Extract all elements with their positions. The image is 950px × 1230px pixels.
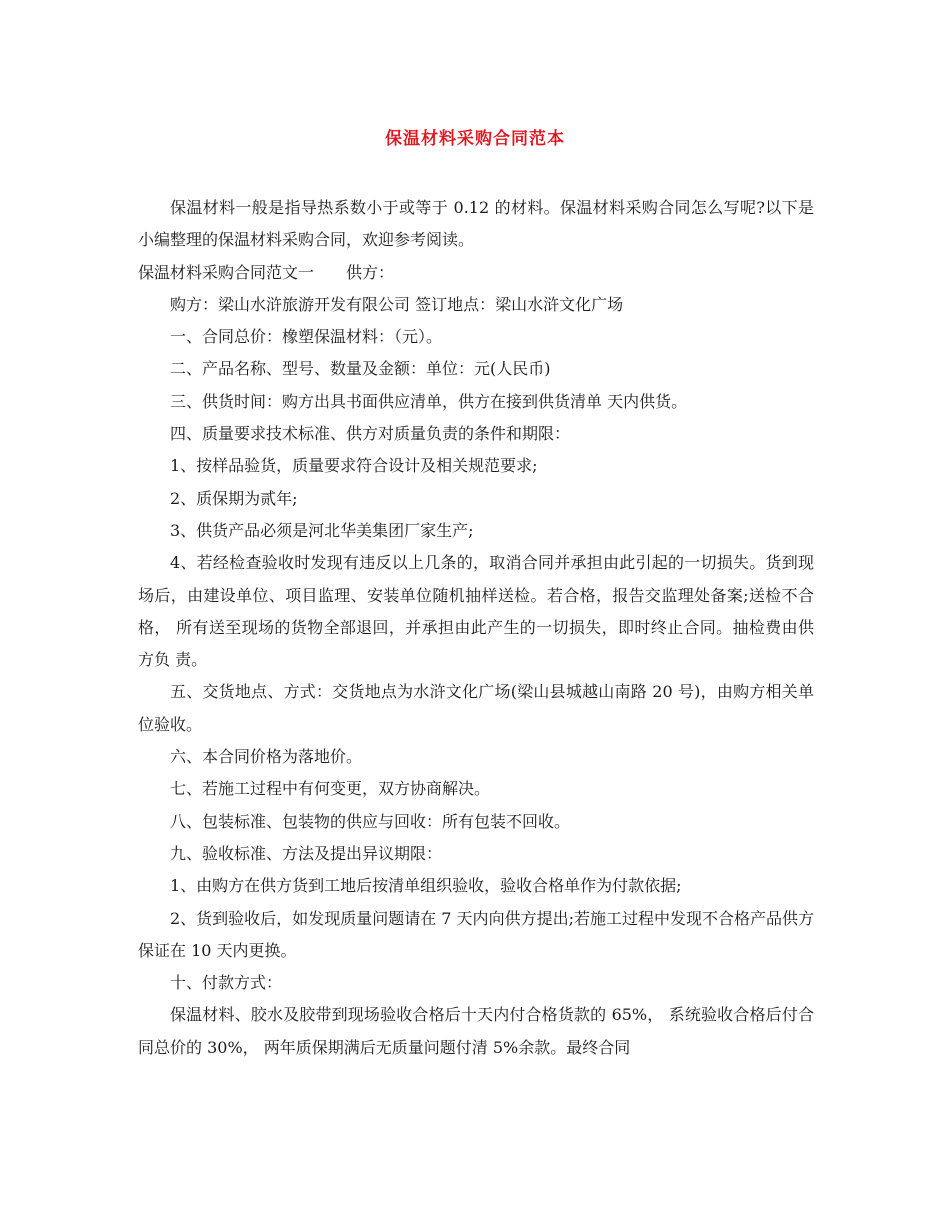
paragraph: 保温材料采购合同范文一 供方： (138, 262, 395, 282)
paragraph: 一、合同总价：橡塑保温材料：（元）。 (170, 327, 443, 347)
document-body (138, 192, 814, 1064)
page-title: 保温材料采购合同范本 (385, 129, 565, 149)
paragraph: 七、若施工过程中有何变更，双方协商解决。 (170, 779, 491, 799)
paragraph: 2、货到验收后，如发现质量问题请在 7 天内向供方提出;若施工过程中发现不合格产品供方保证在 10 天内更换。 (138, 908, 814, 960)
paragraph: 五、交货地点、方式：交货地点为水浒文化广场(梁山县城越山南路 20 号)，由购方相关单位验收。 (138, 682, 814, 734)
paragraph: 2、质保期为贰年; (170, 488, 298, 508)
paragraph: 三、供货时间：购方出具书面供应清单，供方在接到供货清单 天内供货。 (170, 391, 688, 411)
paragraph: 3、供货产品必须是河北华美集团厂家生产; (170, 520, 474, 540)
paragraph: 购方：梁山水浒旅游开发有限公司 签订地点：梁山水浒文化广场 (170, 294, 624, 314)
paragraph: 九、验收标准、方法及提出异议期限： (170, 843, 443, 863)
paragraph: 十、付款方式： (170, 973, 283, 993)
paragraph: 二、产品名称、型号、数量及金额：单位：元(人民币) (170, 359, 551, 379)
paragraph: 八、包装标准、包装物的供应与回收：所有包装不回收。 (170, 811, 571, 831)
paragraph: 六、本合同价格为落地价。 (170, 747, 363, 767)
paragraph: 1、按样品验货，质量要求符合设计及相关规范要求; (170, 456, 538, 476)
paragraph: 四、质量要求技术标准、供方对质量负责的条件和期限： (170, 424, 571, 444)
paragraph: 1、由购方在供方货到工地后按清单组织验收，验收合格单作为付款依据; (170, 876, 682, 896)
paragraph: 保温材料、胶水及胶带到现场验收合格后十天内付合格货款的 65%， 系统验收合格后付合 同总价的 30%， 两年质保期满后无质量问题付清 5%余款。最终合同 (138, 1005, 814, 1057)
paragraph: 4、若经检查验收时发现有违反以上几条的，取消合同并承担由此引起的一切损失。货到现场后，由建设单位、项目监理、安装单位随机抽样送检。若合格，报告交监理处备案;送检不合格， 所有送至现场的货物全部退回，并承担由此产生的一切损失，即时终止合同。抽检费由供方负 责。 (138, 553, 814, 670)
paragraph: 保温材料一般是指导热系数小于或等于 0.12 的材料。保温材料采购合同怎么写呢?以下是小编整理的保温材料采购合同，欢迎参考阅读。 (138, 198, 814, 250)
